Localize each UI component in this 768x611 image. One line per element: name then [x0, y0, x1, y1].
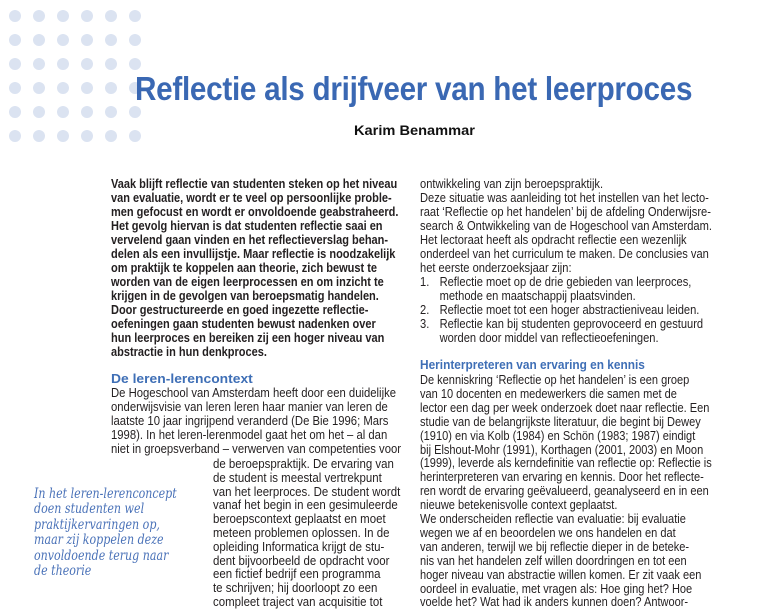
list-item-line [420, 275, 691, 289]
text-line: van evaluatie, wordt er te veel op persoonlijke proble- [111, 191, 392, 205]
text-line: bij Elshout-Mohr (1991), Korthagen (2001, 2003) en Moon [420, 442, 704, 457]
text-line: te schrijven; hij doorloopt zo een [213, 581, 378, 596]
text-line: ren wordt de ervaring geëvalueerd, geanalyseerd en in een [420, 484, 709, 499]
list-item-text: Reflectie moet op de drie gebieden van leerproces, [439, 275, 692, 289]
text-line: de theorie [34, 563, 92, 579]
list-item-text: Reflectie moet tot een hoger abstractieniveau leiden. [439, 303, 700, 317]
text-line: de beroepspraktijk. De ervaring van [213, 457, 394, 471]
dot [9, 130, 21, 142]
dot [105, 58, 117, 70]
dot [33, 82, 45, 94]
list-number: 2. [420, 303, 430, 317]
text-line: lector een dag per week onderzoek doet naar reflectie. Een [420, 400, 710, 415]
author-name: Karim Benammar [354, 122, 475, 138]
text-line: abstractie in hun denkproces. [111, 345, 267, 359]
dot [81, 82, 93, 94]
dot [81, 106, 93, 118]
dot [9, 58, 21, 70]
text-line: (1999), leverde als kerndefinitie van reflectie op: Reflectie is [420, 456, 712, 471]
dot [9, 10, 21, 22]
dot [81, 34, 93, 46]
text-line: van anderen, terwijl we bij reflectie dieper in de beteke- [420, 539, 690, 554]
text-line: het eerste onderzoeksjaar zijn: [420, 261, 572, 275]
article-title: Reflectie als drijfveer van het leerproces [135, 70, 693, 107]
section-heading-herinterpreteren: Herinterpreteren van ervaring en kennis [420, 358, 645, 372]
text-line: praktijkervaringen op, [34, 516, 160, 533]
list-number: 3. [420, 317, 430, 331]
dot [105, 130, 117, 142]
dot [129, 58, 141, 70]
dot [105, 34, 117, 46]
text-line: oefeningen gaan studenten bewust nadenken over [111, 317, 376, 331]
text-line: onderdeel van het curriculum te maken. De conclusies van [420, 247, 709, 261]
text-line: studie van de belangrijkste literatuur, die begint bij Dewey [420, 414, 701, 429]
text-line: onvoldoende terug naar [34, 547, 169, 564]
text-line: De kenniskring ‘Reflectie op het handelen’ is een groep [420, 373, 690, 387]
dot [57, 10, 69, 22]
text-line: Het gevolg hiervan is dat studenten reflectie saai en [111, 219, 383, 233]
dot [33, 10, 45, 22]
text-line: doen studenten wel [34, 501, 145, 518]
text-line: van 10 docenten en medewerkers die samen met de [420, 386, 677, 401]
text-line: 1998). In het leren-lerenmodel gaat het om het – al dan [111, 428, 388, 442]
text-line: search & Ontwikkeling van de Hogeschool van Amsterdam. [420, 219, 712, 233]
list-item-line [420, 303, 699, 317]
dot [57, 34, 69, 46]
list-item-line [420, 289, 636, 303]
text-line: om praktijk te koppelen aan theorie, zich bewust te [111, 261, 378, 275]
dot [129, 10, 141, 22]
dot [81, 130, 93, 142]
dot [105, 82, 117, 94]
text-line: worden van de eigen leerprocessen en om inzicht te [111, 275, 384, 289]
text-line: men gefocust en wordt er onvoldoende geabstraheerd. [111, 205, 399, 219]
dot [81, 10, 93, 22]
text-line: Door gestructureerde en goed ingezette reflectie- [111, 303, 369, 317]
text-line: Deze situatie was aanleiding tot het instellen van het lecto- [420, 191, 709, 205]
dot [129, 34, 141, 46]
dot [33, 34, 45, 46]
text-line: delen als een invullijstje. Maar reflectie is noodzakelijk [111, 247, 396, 261]
text-line: nieuwe betekenisvolle context geplaatst. [420, 498, 618, 513]
text-line: hoger niveau van abstractie willen komen. Er zit vaak een [420, 567, 702, 582]
text-line: Het lectoraat heeft als opdracht reflectie een wezenlijk [420, 233, 687, 247]
text-line: krijgen in de gevolgen van beroepsmatig handelen. [111, 289, 379, 303]
text-line: maar zij koppelen deze [34, 532, 164, 549]
text-line: meteen problemen oplossen. In de [213, 526, 390, 540]
text-line: vanaf het begin in een gesimuleerde [213, 498, 398, 513]
text-line: In het leren-lerenconcept [34, 486, 177, 502]
dot [105, 106, 117, 118]
text-line: De Hogeschool van Amsterdam heeft door een duidelijke [111, 386, 397, 400]
dot [57, 106, 69, 118]
list-item-text: worden door middel van reflectieoefeningen. [439, 331, 659, 345]
text-line: compleet traject van acquisitie tot [213, 595, 383, 609]
text-line: onderwijsvisie van leren leren haar manier van leren de [111, 400, 388, 414]
text-line: hun leerproces en bereiken zij een hoger niveau van [111, 331, 385, 345]
dot [57, 58, 69, 70]
text-line: de student is meestal vertrekpunt [213, 470, 382, 485]
text-line: We onderscheiden reflectie van evaluatie: bij evaluatie [420, 512, 686, 526]
dot [81, 58, 93, 70]
text-line: oordeel in evaluatie, met vragen als: Hoe ging het? Hoe [420, 581, 693, 596]
text-line: laatste 10 jaar ingrijpend veranderd (De Bie 1996; Mars [111, 414, 389, 428]
text-line: beroepscontext geplaatst en moet [213, 512, 386, 527]
dot [33, 58, 45, 70]
dot [33, 106, 45, 118]
list-number: 1. [420, 275, 430, 289]
text-line: van het leerproces. De student wordt [213, 484, 401, 499]
dot [9, 82, 21, 94]
text-line: ontwikkeling van zijn beroepspraktijk. [420, 177, 604, 191]
text-line: niet in groepsverband – verwerven van competenties voor [111, 442, 402, 456]
list-item-text: Reflectie kan bij studenten geprovoceerd en gestuurd [439, 317, 704, 331]
text-line: vervelend gaan vinden en het reflectieverslag behan- [111, 233, 389, 247]
text-line: opleiding Informatica krijgt de stu- [213, 539, 385, 554]
dot [105, 10, 117, 22]
text-line: nis van het handelen zelf willen doordringen en tot een [420, 553, 687, 568]
dot [33, 130, 45, 142]
text-line: voelde het? Wat had ik anders kunnen doen? Antwoor- [420, 595, 689, 610]
text-line: herinterpreteren van ervaring en kennis. Door het reflecte- [420, 470, 704, 485]
text-line: (1910) en via Kolb (1984) en Schön (1983; 1987) eindigt [420, 428, 696, 443]
text-line: dent bijvoorbeeld de opdracht voor [213, 553, 390, 568]
list-item-line [420, 317, 703, 331]
text-line: wegen we af en beoordelen we ons handelen en dat [420, 525, 676, 540]
list-item-line [420, 331, 659, 345]
dot [57, 82, 69, 94]
dot [9, 34, 21, 46]
text-line: Vaak blijft reflectie van studenten steken op het niveau [111, 177, 398, 191]
dot [9, 106, 21, 118]
section-heading-leren-lerencontext: De leren-lerencontext [111, 372, 253, 386]
list-item-text: methode en maatschappij plaatsvinden. [439, 289, 636, 303]
text-line: raat ‘Reflectie op het handelen’ bij de afdeling Onderwijsre- [420, 205, 711, 219]
dot [57, 130, 69, 142]
text-line: een fictief bedrijf een programma [213, 567, 381, 582]
dot [129, 130, 141, 142]
